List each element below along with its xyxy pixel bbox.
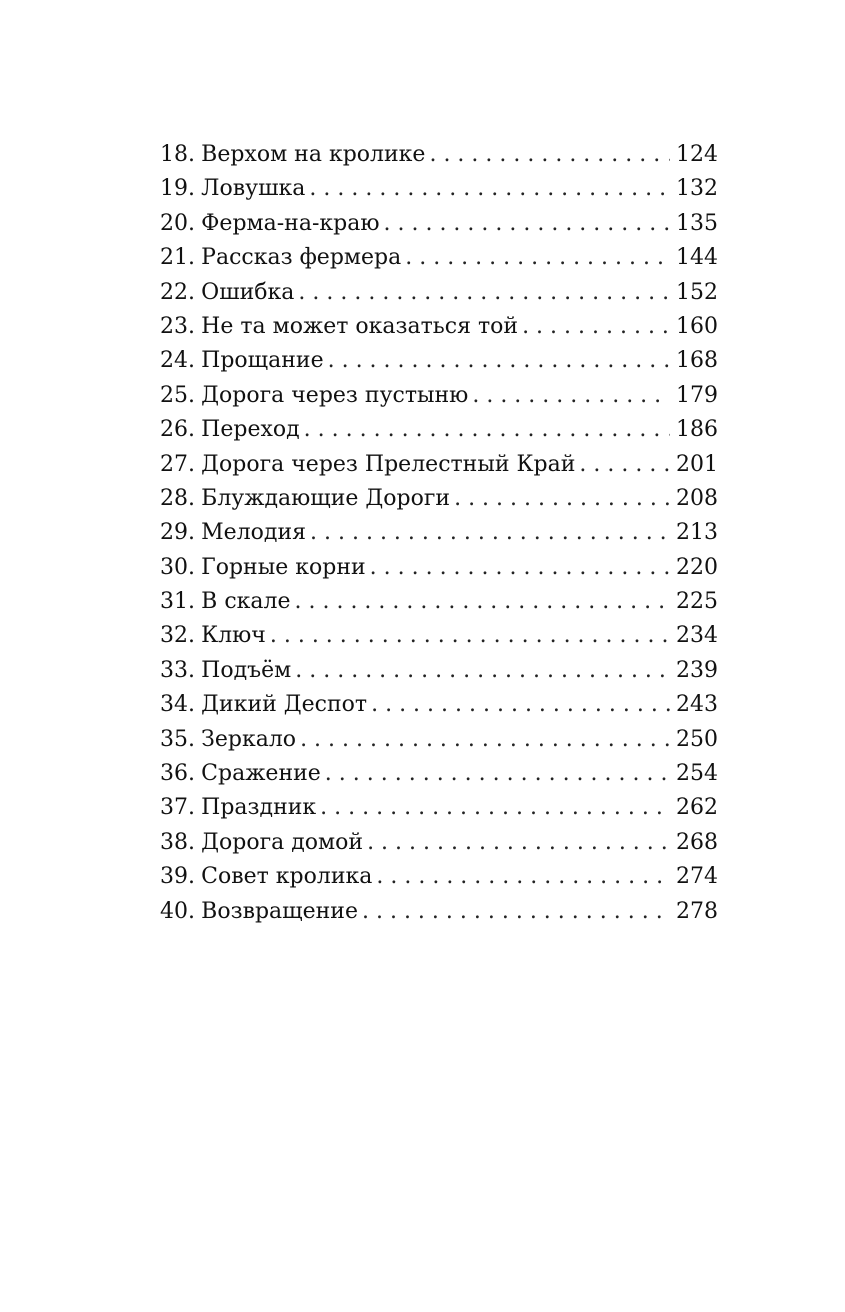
chapter-number: 18. [160,142,195,167]
dot-leader [295,585,671,619]
dot-leader [328,344,670,378]
page-number: 234 [676,623,718,649]
dot-leader [384,207,671,241]
dot-leader [300,723,670,757]
chapter-title: В скале [201,589,291,615]
toc-entry [160,448,718,482]
dot-leader [304,413,670,447]
toc-entry [160,379,718,413]
dot-leader [579,448,670,482]
chapter-title: Верхом на кролике [201,142,426,167]
chapter-number: 23. [160,313,195,339]
chapter-title: Дорога через пустыню [201,382,469,408]
chapter-title: Переход [201,417,300,443]
toc-entry [160,585,718,619]
page-number: 220 [676,554,718,580]
chapter-title: Ферма-на-краю [201,210,380,236]
toc-entry [160,757,718,791]
chapter-number: 26. [160,417,195,443]
page-number: 144 [676,245,718,271]
toc-entry [160,791,718,825]
chapter-number: 22. [160,279,195,305]
toc-entry [160,895,718,929]
toc-entry [160,482,718,516]
chapter-number: 32. [160,623,195,649]
page-number: 268 [676,829,718,855]
dot-leader [309,172,670,206]
dot-leader [405,241,670,275]
chapter-title: Ключ [201,623,266,649]
page-number: 132 [676,176,718,202]
chapter-number: 37. [160,795,195,821]
dot-leader [325,757,670,791]
dot-leader [270,619,670,653]
chapter-title: Дорога через Прелестный Край [201,451,576,477]
page-number: 278 [676,898,718,924]
dot-leader [295,654,670,688]
dot-leader [429,138,670,172]
chapter-number: 38. [160,829,195,855]
toc-entry [160,654,718,688]
page-number: 152 [676,279,718,305]
chapter-number: 34. [160,692,195,718]
dot-leader [371,688,670,722]
page-number: 243 [676,692,718,718]
page-number: 135 [676,210,718,236]
chapter-title: Дикий Деспот [201,692,368,718]
chapter-title: Возвращение [201,898,358,924]
chapter-number: 30. [160,554,195,580]
chapter-title: Ошибка [201,279,295,305]
chapter-title: Не та может оказаться той [201,313,519,339]
chapter-number: 40. [160,898,195,924]
chapter-title: Совет кролика [201,864,373,890]
toc-entry [160,826,718,860]
chapter-title: Ловушка [201,176,306,202]
dot-leader [376,860,670,894]
page-number: 262 [676,795,718,821]
toc-entry [160,619,718,653]
chapter-number: 39. [160,864,195,890]
page-number: 239 [676,657,718,683]
dot-leader [310,516,670,550]
toc-entry [160,516,718,550]
dot-leader [320,791,670,825]
toc-entry [160,241,718,275]
page-number: 250 [676,726,718,752]
dot-leader [472,379,670,413]
toc-entry [160,310,718,344]
chapter-number: 29. [160,520,195,546]
chapter-title: Горные корни [201,554,366,580]
dot-leader [362,895,670,929]
page-number: 160 [676,313,718,339]
chapter-number: 35. [160,726,195,752]
page-number: 179 [676,382,718,408]
chapter-title: Дорога домой [201,829,364,855]
toc-entry [160,138,718,172]
chapter-title: Прощание [201,348,324,374]
toc-entry [160,723,718,757]
chapter-title: Праздник [201,795,317,821]
page-number: 201 [676,451,718,477]
toc-entry [160,413,718,447]
dot-leader [367,826,670,860]
toc-entry [160,276,718,310]
dot-leader [454,482,670,516]
page-number: 225 [676,589,718,615]
chapter-number: 33. [160,657,195,683]
chapter-number: 20. [160,210,195,236]
toc-entry [160,207,718,241]
chapter-number: 25. [160,382,195,408]
chapter-number: 27. [160,451,195,477]
toc-entry [160,344,718,378]
table-of-contents [160,138,718,929]
chapter-number: 36. [160,761,195,787]
chapter-number: 31. [160,589,195,615]
toc-entry [160,860,718,894]
chapter-number: 28. [160,485,195,511]
toc-entry [160,172,718,206]
page-number: 124 [676,142,718,167]
chapter-title: Рассказ фермера [201,245,402,271]
chapter-title: Мелодия [201,520,307,546]
toc-entry [160,551,718,585]
toc-entry [160,688,718,722]
dot-leader [522,310,670,344]
dot-leader [370,551,670,585]
chapter-number: 24. [160,348,195,374]
chapter-number: 21. [160,245,195,271]
page-number: 208 [676,485,718,511]
page-number: 186 [676,417,718,443]
page-number: 213 [676,520,718,546]
page-number: 274 [676,864,718,890]
page-number: 254 [676,761,718,787]
chapter-number: 19. [160,176,195,202]
chapter-title: Блуждающие Дороги [201,485,451,511]
page-number: 168 [676,348,718,374]
chapter-title: Зеркало [201,726,297,752]
chapter-title: Подъём [201,657,292,683]
chapter-title: Сражение [201,761,321,787]
dot-leader [298,276,670,310]
